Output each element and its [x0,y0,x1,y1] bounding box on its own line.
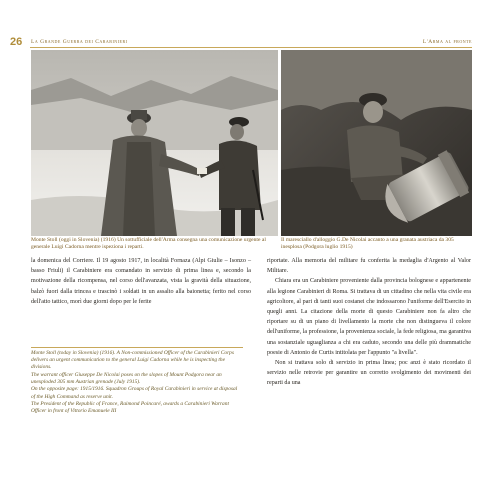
photo-caption-right: Il maresciallo d'alloggio G.De Nicolai accanto a una granata austriaca da 305 inesplosa (Podgora luglio 1915) [281,237,454,250]
photo-denicolai-shell-image [281,50,472,236]
body-column-left [31,256,251,307]
translation-rule-top [31,347,243,348]
translation-caption-3: On the opposite page: 1915/1916. Squadron Groups of Royal Carabinieri in service at disposal of the High Command as reserve unit. [31,386,238,400]
body-paragraph: Chiara era un Carabiniere proveniente dalla provincia bolognese e appartenente alla legione Carabinieri di Roma. Si trattava di un cittadino che nella vita civile era agricoltore, al pari di tanti suoi costanei che indossarono l'uniforme dell'Esercito in quegli anni. La citazione della morte di questo Carabiniere non fa altro che riportare su di un piano di livellamento la morte che non distingueva il colore dell'uniforme, la professione, la provenienza sociale, la fede religiosa, ma garantiva una sostanziale uguaglianza a chi era caduto, secondo una delle più drammatiche poesie di Antonio de Curtis intitolata per l'appunto "a livella". [267,278,471,356]
photo-cadorna-snow [31,50,278,236]
translation-caption-2: The warrant officer Giuseppe De Nicolai poses on the slopes of Mount Podgora near an unexploded 305 mm Austrian grenade (July 1915). [31,371,222,385]
header-rule [30,47,472,48]
photo-cadorna-snow-image [31,50,278,236]
running-head-left: La Grande Guerra dei Carabinieri [31,39,128,45]
running-head-right: L'Arma al fronte [422,39,472,45]
body-column-right [267,256,471,389]
translation-caption-4: The President of the Republic of France, Raimond Poincaré, awards a Carabinieri Warrant Officer in front of Vittorio Emanuele III [31,401,229,415]
body-paragraph: Non si trattava solo di servizio in prima linea; poc anzi è stato ricordato il servizio nelle retrovie per garantire un corretto svolgimento dei movimenti dei reparti da una [267,360,471,387]
photo-caption-left: Monte Stoll (oggi in Slovenia) (1916) Un sottufficiale dell'Arma consegna una comunicazione urgente al generale Luigi Cadorna mentre ispeziona i reparti. [31,237,266,250]
body-paragraph: riportate. Alla memoria del militare fu conferita la medaglia d'Argento al Valor Militare. [267,258,471,275]
photo-denicolai-shell [281,50,472,236]
body-paragraph: la domenica del Corriere. Il 19 agosto 1917, in località Fornaza (Alpi Giulie – Isonzo – basso Friuli) il Carabiniere era comandato in servizio di prima linea e, secondo la motivazione della ricompensa, nel corso dell'avanzata, vista la gravità della situazione, balzò fuori dalla trincea e trascinò i soldati in un assalto alla baionetta; ferito nel corso dell'atto tattico, morì due giorni dopo per le ferite [31,258,251,305]
translation-caption-1: Monte Stoll (today in Slovenia) (1916). A Non-commissioned Officer of the Carabinieri Corps delivers an urgent communication to the general Luigi Cadorna while he is inspecting the divisions. [31,350,234,371]
english-translation-box [31,350,241,416]
page-number: 26 [10,36,23,48]
